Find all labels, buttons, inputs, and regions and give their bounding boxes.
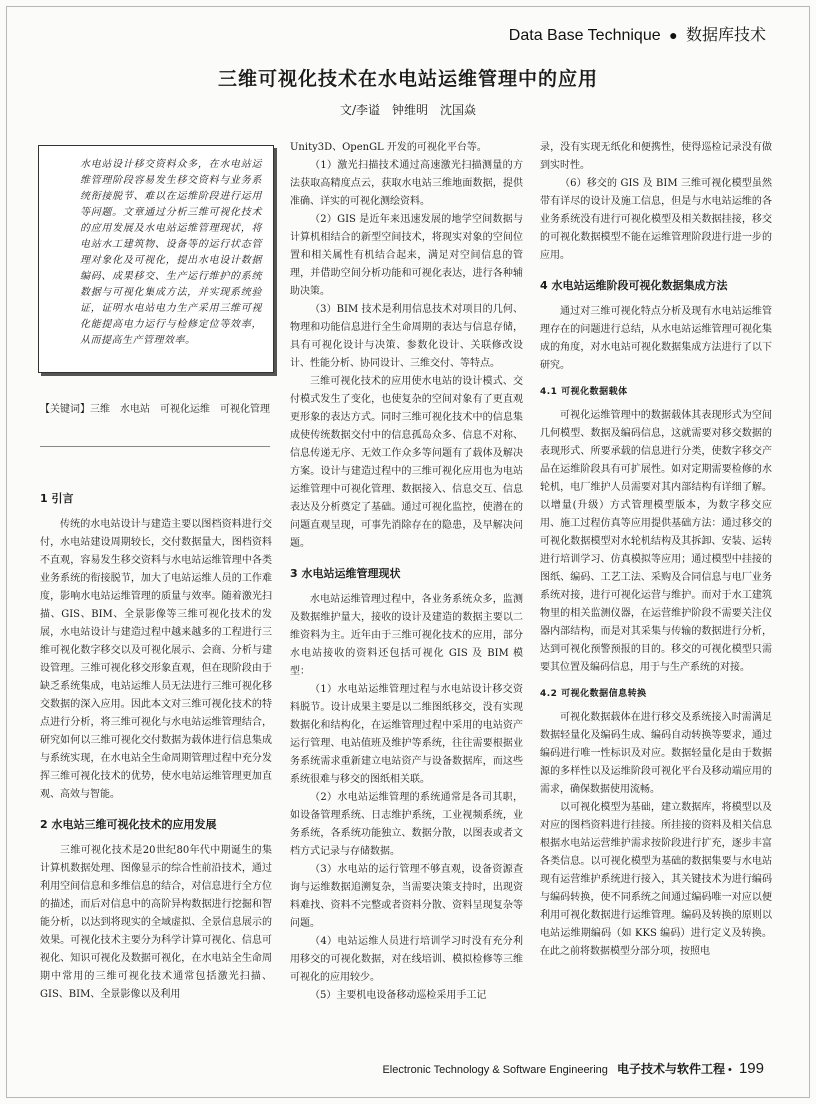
running-footer — [382, 1060, 764, 1077]
column-3 — [540, 139, 772, 961]
paragraph: 通过对三维可视化特点分析及现有水电站运维管理存在的问题进行总结，从水电站运维管理可视化集成的角度，对水电站可视化数据集成方法进行了以下研究。 — [540, 306, 772, 371]
paragraph: Unity3D、OpenGL 开发的可视化平台等。 — [290, 142, 487, 153]
page-number: 199 — [738, 1060, 764, 1077]
paragraph: （6）移交的 GIS 及 BIM 三维可视化模型虽然带有详尽的设计及施工信息，但是与水电站运维的各业务系统没有进行可视化模型及相关数据挂接，移交的可视化数据模型不能在运维管理阶段进行进一步的应用。 — [540, 178, 772, 261]
paragraph: （1）激光扫描技术通过高速激光扫描测量的方法获取高精度点云，获取水电站三维地面数据，提供准确、详实的可视化测绘资料。 — [290, 160, 523, 207]
article-title: 三维可视化技术在水电站运维管理中的应用 — [217, 68, 598, 90]
divider — [40, 446, 270, 447]
paragraph: 三维可视化技术是20世纪80年代中期诞生的集计算机数据处理、图像显示的综合性前沿技术，通过利用空间信息和多维信息的结合，对信息进行全方位的描述，而后对信息中的高阶异构数据进行挖掘和智能分析，以达到将现实的全域虚拟、全景信息展示的效果。可视化技术主要分为科学计算可视化、信息可视化、知识可视化及数据可视化，在水电站全生命周期中常用的三维可视化技术通常包括激光扫描、GIS、BIM、全景影像以及利用 — [40, 845, 272, 1000]
running-header — [509, 22, 766, 45]
subsection-heading: 4.2 可视化数据信息转换 — [540, 689, 647, 699]
paragraph: （2）GIS 是近年来迅速发展的地学空间数据与计算机相结合的新型空间技术，将现实对象的空间位置和相关属性有机结合起来，满足对空间信息的管理，并借助空间分析功能和可视化表达，进行各种辅助决策。 — [290, 214, 523, 297]
paragraph: （1）水电站运维管理过程与水电站设计移交资料脱节。设计成果主要是以二维图纸移交，没有实现数据化和结构化，在运维管理过程中采用的电站资产运行管理、电站值班及维护等系统，往往需要根据业务系统需求重新建立电站资产与设备数据库，而这些系统很难与移交的图纸相关联。 — [290, 684, 523, 785]
paragraph: 录，没有实现无纸化和便携性，使得巡检记录没有做到实时性。 — [540, 142, 772, 171]
abstract-text: 水电站设计移交资料众多，在水电站运维管理阶段容易发生移交资料与业务系统衔接脱节、难以在运维阶段进行运用等问题。文章通过分析三维可视化技术的应用发展及水电站运维管理现状，将电站水工建筑物、设备等的运行状态管理对象化及可视化，提出水电设计数据编码、成果移交、生产运行维护的系统数据与可视化集成方法，并实现系统验证，证明水电站电力生产采用三维可视化能提高电力运行与检修定位等效率，从而提高生产管理效率。 — [80, 159, 262, 346]
paragraph: 可视化数据载体在进行移交及系统接入时需满足数据轻量化及编码生成、编码自动转换等要求，通过编码进行唯一性标识及对应。数据轻量化是由于数据源的多样性以及运维阶段可视化平台及移动端应用的需求，确保数据使用流畅。 — [540, 712, 772, 795]
header-journal-en: Data Base Technique — [508, 27, 661, 44]
authors: 文/李谥 钟维明 沈国焱 — [339, 103, 477, 117]
footer-bullet: • — [728, 1064, 732, 1076]
keywords: 【关键词】三维 水电站 可视化运维 可视化管理 — [40, 404, 270, 415]
paragraph: 水电站运维管理过程中，各业务系统众多，监测及数据维护量大，接收的设计及建造的数据主要以二维资料为主。近年由于三维可视化技术的应用，部分水电站接收的资料还包括可视化 GIS 及 BIM 模型： — [290, 594, 523, 677]
paragraph: 可视化运维管理中的数据载体其表现形式为空间几何模型、数据及编码信息，这就需要对移交数据的表现形式、所要承载的信息进行分类，使数字移交产品在运维阶段具有可扩展性。如对定期需要检修的水轮机，电厂维护人员需要对其内部结构有详细了解。以增量(升级）方式管理模型版本，为数字移交应用、施工过程仿真等应用提供基础方法：通过移交的可视化数据模型对水轮机结构及其拆卸、安装、运转进行培训学习、仿真模拟等应用；通过模型中挂接的图纸、编码、工艺工法、采购及合同信息与电厂业务系统对接，进行可视化运营与维护。而对于水工建筑物里的相关监测仪器，在运营维护阶段不需要关注仪器内部结构，而是对其采集与传输的数据进行分析，达到可视化预警预报的目的。移交的可视化模型只需要其位置及编码信息，用于与生产系统的对接。 — [540, 410, 772, 673]
header-journal-cn: 数据库技术 — [685, 25, 766, 44]
column-1 — [40, 490, 272, 1004]
paragraph: 传统的水电站设计与建造主要以图档资料进行交付，水电站建设周期较长，交付数据量大，图档资料不直观，容易发生移交资料与水电站运维管理中各类业务系统的衔接脱节，加大了电站运维人员的工作难度，影响水电站运维管理的质量与效率。随着激光扫描、GIS、BIM、全景影像等三维可视化技术的发展，水电站设计与建造过程中越来越多的工程进行三维可视化数字移交以及可视化展示、会商、分析与建设管理。三维可视化移交形象直观，但在现阶段由于缺乏系统集成，电站运维人员无法进行三维可视化移交数据的深入应用。因此本文对三维可视化技术的特点进行分析，将三维可视化与水电站运维管理结合，研究如何以三维可视化交付数据为载体进行信息集成与系统实现，在水电站全生命周期管理过程中充分发挥三维可视化技术的优势，使水电站运维管理更加直观、高效与智能。 — [40, 519, 272, 800]
footer-journal-en: Electronic Technology & Software Engineering — [382, 1064, 608, 1076]
section-heading: 1 引言 — [40, 492, 74, 505]
paragraph: （4）电站运维人员进行培训学习时没有充分利用移交的可视化数据，对在线培训、模拟检修等三维可视化的应用较少。 — [290, 936, 523, 983]
subsection-heading: 4.1 可视化数据载体 — [540, 387, 628, 397]
paragraph: （3）BIM 技术是利用信息技术对项目的几何、物理和功能信息进行全生命周期的表达与信息存储，具有可视化设计与决策、参数化设计、关联修改设计、性能分析、协同设计、三维交付、等特点。 — [290, 304, 523, 369]
paragraph: 三维可视化技术的应用使水电站的设计模式、交付模式发生了变化，也使复杂的空间对象有了更直观更形象的表达方式。同时三维可视化技术中的信息集成使传统数据交付中的信息孤岛众多、信息不对称、信息传递无序、无效工作众多等问题有了载体及解决方案。设计与建造过程中的三维可视化应用也为电站运维管理中可视化管理、数据接入、信息交互、信息表达及分析奠定了基础。通过可视化监控，使潜在的问题直观呈现，可事先消除存在的隐患，及早解决问题。 — [290, 376, 523, 549]
section-heading: 4 水电站运维阶段可视化数据集成方法 — [540, 279, 728, 292]
section-heading: 3 水电站运维管理现状 — [290, 567, 401, 580]
footer-journal-cn: 电子技术与软件工程 — [616, 1062, 725, 1076]
paragraph: （3）水电站的运行管理不够直观，设备资源查询与运维数据追溯复杂，当需要决策支持时，出现资料难找、资料不完整或者资料分散、资料呈现复杂等问题。 — [290, 864, 523, 929]
paragraph: 以可视化模型为基础，建立数据库，将模型以及对应的图档资料进行挂接。所挂接的资料及相关信息根据水电站运营维护需求按阶段进行扩充，逐步丰富各类信息。以可视化模型为基础的数据集要与水电站现有运营维护系统进行接入，其关键技术为进行编码与编码转换，使不同系统之间通过编码唯一对应以便利用可视化数据进行运维管理。编码及转换的原则以电站运维期编码（如 KKS 编码）进行定义及转换。在此之前将数据模型分部分项，按照电 — [540, 802, 772, 957]
header-bullet: ● — [669, 27, 678, 43]
paragraph: （2）水电站运维管理的系统通常是各司其职，如设备管理系统、日志维护系统，工业视频系统，业务系统，各系统功能独立、数据分散，以图表或者文档方式记录与存储数据。 — [290, 792, 523, 857]
column-2 — [290, 139, 523, 1005]
paragraph: （5）主要机电设备移动巡检采用手工记 — [310, 990, 487, 1001]
section-heading: 2 水电站三维可视化技术的应用发展 — [40, 818, 217, 831]
